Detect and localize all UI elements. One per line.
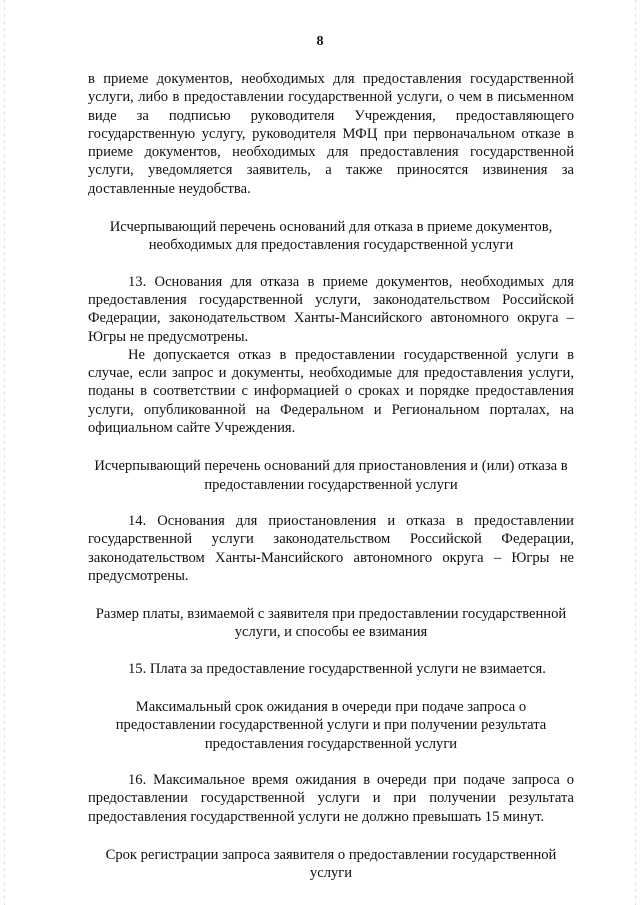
section-heading-registration-term: Срок регистрации запроса заявителя о предоставлении государственной услуги xyxy=(105,846,557,882)
paragraph-13: 13. Основания для отказа в приеме документов, необходимых для предоставления государственной услуги, законодательством Российской Федерации, законодательством Ханты-Мансийского автономного округа – Югры не предусмотрены. xyxy=(88,273,574,345)
document-body xyxy=(88,70,574,882)
paragraph-13-continued: Не допускается отказ в предоставлении государственной услуги в случае, если запрос и документы, необходимые для предоставления услуги, поданы в соответствии с информацией о сроках и порядке предоставления услуги, опубликованной на Федеральном и Региональном порталах, на официальном сайте Учреждения. xyxy=(88,346,574,437)
page-number: 8 xyxy=(316,34,324,49)
section-heading-max-wait: Максимальный срок ожидания в очереди при подаче запроса о предоставлении государственной услуги и при получении результата предоставления государственной услуги xyxy=(115,699,547,752)
section-heading-fee: Размер платы, взимаемой с заявителя при предоставлении государственной услуги, и способы ее взимания xyxy=(95,606,567,641)
scan-edge-right xyxy=(635,0,636,905)
scan-edge-left xyxy=(4,0,5,905)
paragraph-15: 15. Плата за предоставление государственной услуги не взимается. xyxy=(128,660,546,677)
paragraph-refusal-notice: в приеме документов, необходимых для предоставления государственной услуги, либо в предоставлении государственной услуги, о чем в письменном виде за подписью руководителя Учреждения, предоставляющего государственную услугу, руководителя МФЦ при первоначальном отказе в приеме документов, необходимых для предоставления государственной услуги, уведомляется заявитель, а также приносятся извинения за доставленные неудобства. xyxy=(88,71,574,197)
paragraph-14: 14. Основания для приостановления и отказа в предоставлении государственной услуги законодательством Российской Федерации, законодательством Ханты-Мансийского автономного округа – Югры не предусмотрены. xyxy=(88,512,574,584)
section-heading-refusal-grounds: Исчерпывающий перечень оснований для отказа в приеме документов, необходимых для предоставления государственной услуги xyxy=(109,219,553,254)
section-heading-suspension-grounds: Исчерпывающий перечень оснований для приостановления и (или) отказа в предоставлении государственной услуги xyxy=(94,458,568,493)
paragraph-16: 16. Максимальное время ожидания в очереди при подаче запроса о предоставлении государственной услуги и при получении результата предоставления государственной услуги не должно превышать 15 минут. xyxy=(88,771,574,825)
